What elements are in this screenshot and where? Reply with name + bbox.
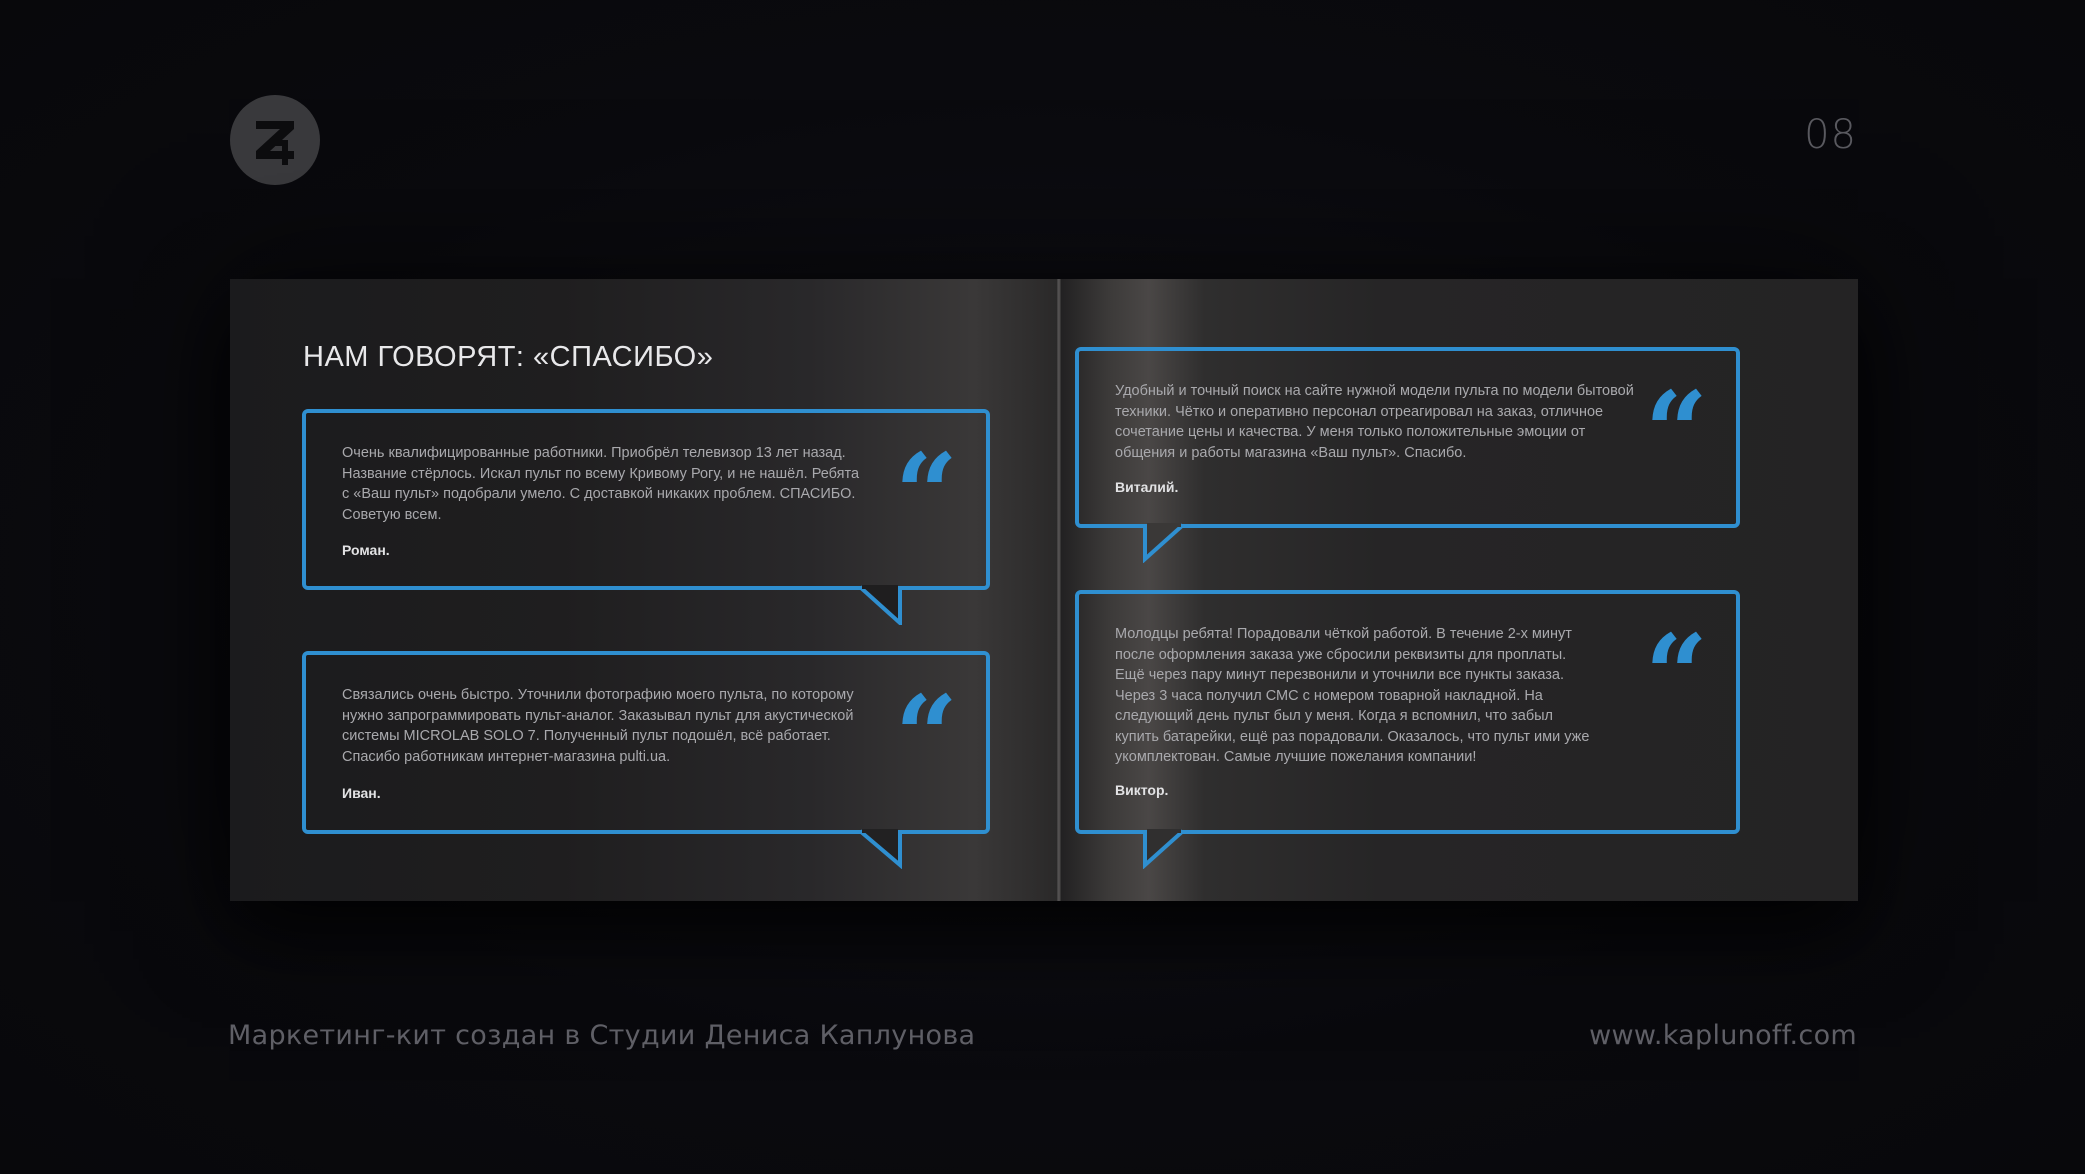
testimonial-card (302, 651, 990, 834)
speech-bubble-tail (1141, 523, 1211, 563)
testimonial-author: Иван. (342, 785, 381, 801)
quote-mark-icon: “ (1644, 367, 1708, 496)
footer-website-link[interactable]: www.kaplunoff.com (1589, 1020, 1857, 1051)
footer-credit: Маркетинг-кит создан в Студии Дениса Каплунова (228, 1020, 976, 1051)
speech-bubble-tail (1141, 829, 1211, 869)
studio-z-logo-icon (248, 113, 302, 167)
testimonial-card (1075, 590, 1740, 834)
brochure-spread (230, 279, 1858, 901)
testimonial-text: Очень квалифицированные работники. Приобрёл телевизор 13 лет назад. Название стёрлось. Искал пульт по всему Кривому Рогу, и не нашёл. Ребята с «Ваш пульт» подобрали умело. С доставкой никаких проблем. СПАСИБО. Советую всем. (342, 445, 860, 523)
testimonial-author: Виктор. (1115, 782, 1169, 798)
testimonial-text: Удобный и точный поиск на сайте нужной модели пульта по модели бытовой техники. Чётко и оперативно персонал отреагировал на заказ, отличное сочетание цены и качества. У меня только положительные эмоции от общения и работы магазина «Ваш пульт». Спасибо. (1115, 383, 1634, 461)
testimonial-card (302, 409, 990, 590)
testimonial-author: Виталий. (1115, 479, 1179, 495)
testimonial-text: Связались очень быстро. Уточнили фотографию моего пульта, по которому нужно запрограммировать пульт-аналог. Заказывал пульт для акустической системы MICROLAB SOLO 7. Полученный пульт подошёл, всё работает. Спасибо работникам интернет-магазина pulti.ua. (342, 687, 854, 765)
speech-bubble-tail (858, 829, 928, 869)
quote-mark-icon: “ (1644, 610, 1708, 739)
spread-title: НАМ ГОВОРЯТ: «СПАСИБО» (303, 341, 714, 373)
testimonial-card (1075, 347, 1740, 528)
quote-mark-icon: “ (894, 429, 958, 558)
quote-mark-icon: “ (894, 671, 958, 800)
page-number: 08 (1804, 112, 1857, 158)
studio-logo (230, 95, 320, 185)
speech-bubble-tail (858, 585, 928, 625)
right-page (1061, 279, 1858, 901)
testimonial-text: Молодцы ребята! Порадовали чёткой работой. В течение 2-х минут после оформления заказа уже сбросили реквизиты для проплаты. Ещё через пару минут перезвонили и уточнили все пункты заказа. Через 3 часа получил СМС с номером товарной накладной. На следующий день пульт был у меня. Когда я вспомнил, что забыл купить батарейки, ещё раз порадовали. Оказалось, что пульт ими уже укомплектован. Самые лучшие пожелания компании! (1115, 626, 1590, 765)
left-page (230, 279, 1057, 901)
testimonial-author: Роман. (342, 542, 390, 558)
